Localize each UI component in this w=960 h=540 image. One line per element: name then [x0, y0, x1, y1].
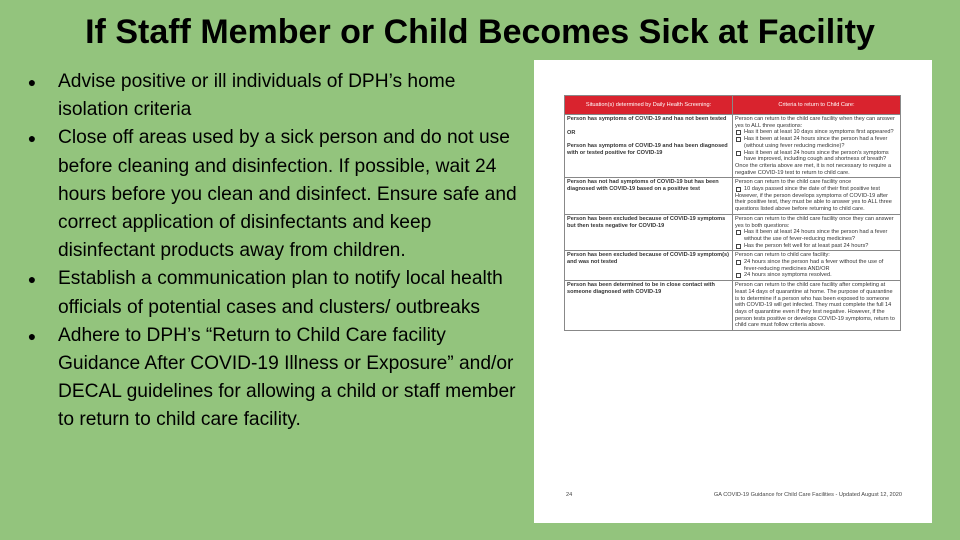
- bullet-item: [22, 68, 517, 124]
- criteria-intro: Person can return to the child care facility when they can answer yes to ALL three questions:: [735, 116, 895, 129]
- criteria-list: [735, 129, 898, 163]
- criteria-intro: Person can return to child care facility:: [735, 252, 830, 259]
- situation-text: Person has been excluded because of COVID-19 symptom(s) and was not tested: [567, 252, 729, 266]
- header-criteria: Criteria to return to Child Care:: [733, 96, 901, 115]
- bullet-dot-icon: ●: [27, 327, 37, 344]
- criteria-item-text: Has it been at least 24 hours since the person had a fever (without using fever reducing medicine)?: [744, 136, 888, 149]
- criteria-intro: Person can return to the child care facility once they can answer yes to both questions:: [735, 215, 894, 229]
- situation-text: Person has been excluded because of COVID-19 symptoms but then tests negative for COVID-19: [567, 215, 726, 229]
- situation-cell: [565, 251, 733, 281]
- situation-cell: [565, 178, 733, 215]
- bullet-list: [22, 68, 517, 435]
- criteria-item: [735, 229, 898, 242]
- checkbox-icon: [736, 137, 741, 142]
- table-row: [565, 281, 901, 331]
- slide-title: If Staff Member or Child Becomes Sick at Facility: [85, 13, 875, 51]
- checkbox-icon: [736, 187, 741, 192]
- criteria-cell: [733, 281, 901, 331]
- criteria-cell: [733, 115, 901, 178]
- criteria-item: [735, 243, 898, 250]
- page-number: 24: [566, 492, 573, 498]
- criteria-list: [735, 259, 898, 279]
- table-row: [565, 178, 901, 215]
- bullet-item: [22, 265, 517, 321]
- criteria-cell: [733, 251, 901, 281]
- criteria-list: [735, 229, 898, 249]
- bullet-dot-icon: ●: [27, 74, 37, 90]
- criteria-list: [735, 186, 898, 193]
- criteria-item-text: 24 hours since symptoms resolved.: [744, 272, 832, 279]
- bullet-item: [22, 322, 517, 435]
- table-row: [565, 214, 901, 251]
- criteria-item: [735, 136, 898, 149]
- criteria-intro: Person can return to the child care facility once: [735, 179, 852, 186]
- bullet-item: [22, 124, 517, 265]
- criteria-intro: Person can return to the child care facility after completing at least 14 days of quarantine at home. The purpose of quarantine is to determine if a person who has been exposed to someone with COVID-19 will get infected. They must complete the full 14 days of quarantine even if they test negative. However, if the person tests positive or develops COVID-19 symptoms, return to child care must follow criteria above.: [735, 282, 895, 329]
- criteria-table: [564, 95, 901, 331]
- situation-text: Person has symptoms of COVID-19 and has not been tested: [567, 116, 727, 122]
- criteria-item-text: Has it been at least 24 hours since the person had a fever without the use of fever-reducing medicines?: [744, 229, 888, 242]
- criteria-outro: Once the criteria above are met, it is not necessary to require a negative COVID-19 test to return to child care.: [735, 162, 892, 176]
- criteria-item: [735, 259, 898, 272]
- criteria-cell: [733, 214, 901, 251]
- header-situation: Situation(s) determined by Daily Health Screening:: [565, 96, 733, 115]
- criteria-cell: [733, 178, 901, 215]
- criteria-outro: However, if the person develops symptoms of COVID-19 after their positive test, they must be able to answer yes to ALL three questions listed above before returning to child care.: [735, 192, 892, 213]
- checkbox-icon: [736, 273, 741, 278]
- bullet-text: Adhere to DPH’s “Return to Child Care facility Guidance After COVID-19 Illness or Exposure” and/or DECAL guidelines for allowing a child or staff member to return to child care facility.: [58, 324, 516, 431]
- criteria-item-text: 10 days passed since the date of their first positive test: [744, 186, 880, 193]
- bullet-text: Establish a communication plan to notify local health officials of potential cases and clusters/ outbreaks: [58, 268, 503, 318]
- checkbox-icon: [736, 230, 741, 235]
- criteria-item: [735, 150, 898, 163]
- checkbox-icon: [736, 260, 741, 265]
- bullet-text: Advise positive or ill individuals of DPH’s home isolation criteria: [58, 71, 456, 121]
- table-row: [565, 115, 901, 178]
- situation-cell: [565, 214, 733, 251]
- guidance-document-image: [534, 60, 932, 523]
- situation-cell: [565, 115, 733, 178]
- bullet-dot-icon: ●: [27, 271, 37, 288]
- criteria-item: [735, 272, 898, 279]
- criteria-item-text: Has it been at least 24 hours since the person's symptoms have improved, including cough and shortness of breath?: [744, 149, 889, 163]
- table-row: [565, 251, 901, 281]
- situation-text: OR: [567, 129, 576, 136]
- criteria-item-text: 24 hours since the person had a fever without the use of fever-reducing medicines AND/OR: [744, 259, 884, 272]
- criteria-item-text: Has it been at least 10 days since symptoms first appeared?: [744, 129, 894, 136]
- situation-text: Person has been determined to be in close contact with someone diagnosed with COVID-19: [567, 282, 715, 295]
- situation-text: Person has not had symptoms of COVID-19 but has been diagnosed with COVID-19 based on a positive test: [567, 179, 719, 193]
- criteria-item: [735, 129, 898, 136]
- checkbox-icon: [736, 151, 741, 156]
- bullet-dot-icon: ●: [27, 130, 37, 147]
- criteria-item-text: Has the person felt well for at least past 24 hours?: [744, 242, 869, 249]
- checkbox-icon: [736, 244, 741, 249]
- situation-text: Person has symptoms of COVID-19 and has been diagnosed with or tested positive for COVID-19: [567, 143, 728, 157]
- bullet-text: Close off areas used by a sick person and do not use before cleaning and disinfection. If possible, wait 24 hours before you clean and disinfect. Ensure safe and correct application of disinfectants and keep disinfectant products away from children.: [58, 127, 517, 262]
- checkbox-icon: [736, 130, 741, 135]
- criteria-item: [735, 186, 898, 193]
- footer-text: GA COVID-19 Guidance for Child Care Facilities - Updated August 12, 2020: [713, 492, 902, 498]
- situation-cell: [565, 281, 733, 331]
